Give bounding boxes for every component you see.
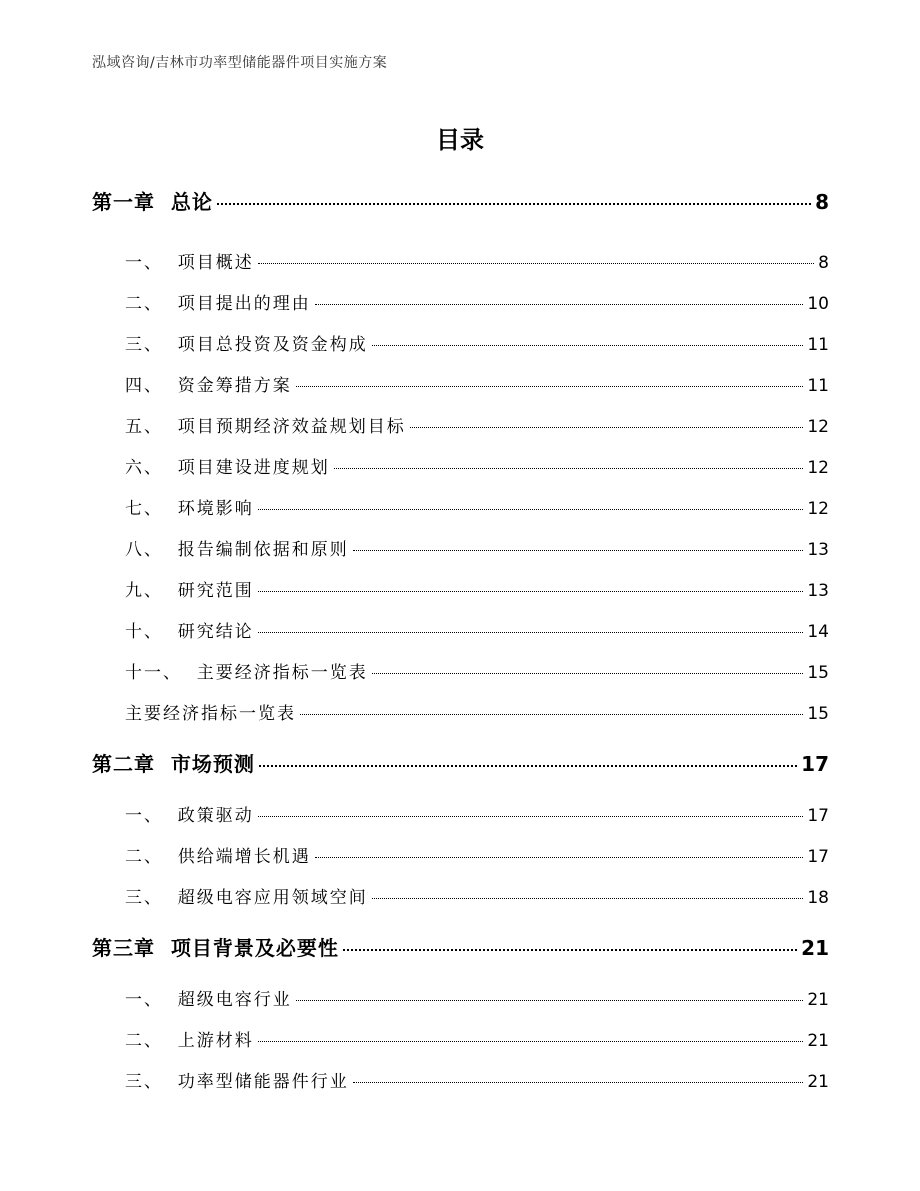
toc-dot-leader: [258, 632, 804, 633]
toc-dot-leader: [217, 203, 811, 205]
toc-section-entry[interactable]: [125, 1026, 829, 1051]
toc-chapter-entry[interactable]: [92, 186, 829, 215]
toc-section-entry[interactable]: [125, 842, 829, 867]
toc-entry-label: 三、 项目总投资及资金构成: [125, 335, 368, 355]
toc-entry-page-number: 12: [807, 499, 829, 519]
toc-entry-page-number: 12: [807, 458, 829, 478]
toc-entry-page-number: 21: [807, 1072, 829, 1092]
toc-entry-label: 第一章 总论: [92, 190, 213, 214]
toc-entry-page-number: 8: [818, 253, 829, 273]
toc-section-entry[interactable]: [125, 289, 829, 314]
toc-entry-label: 三、 功率型储能器件行业: [125, 1072, 349, 1092]
toc-entry-label: 三、 超级电容应用领域空间: [125, 888, 368, 908]
toc-entry-page-number: 11: [807, 335, 829, 355]
toc-entry-label: 二、 上游材料: [125, 1031, 254, 1051]
toc-dot-leader: [259, 765, 797, 767]
toc-dot-leader: [296, 386, 804, 387]
toc-entry-page-number: 14: [807, 622, 829, 642]
toc-dot-leader: [296, 1000, 804, 1001]
toc-dot-leader: [258, 1041, 804, 1042]
toc-section-entry[interactable]: [125, 1067, 829, 1092]
toc-section-entry[interactable]: [125, 330, 829, 355]
toc-entry-page-number: 21: [807, 990, 829, 1010]
toc-entry-page-number: 10: [807, 294, 829, 314]
toc-entry-label: 主要经济指标一览表: [125, 704, 296, 724]
toc-entry-label: 第二章 市场预测: [92, 752, 255, 776]
toc-entry-page-number: 17: [807, 847, 829, 867]
toc-entry-label: 九、 研究范围: [125, 581, 254, 601]
toc-entry-page-number: 15: [807, 663, 829, 683]
toc-dot-leader: [315, 304, 804, 305]
toc-entry-label: 一、 项目概述: [125, 253, 254, 273]
toc-entry-label: 四、 资金筹措方案: [125, 376, 292, 396]
toc-chapter-entry[interactable]: [92, 748, 829, 777]
toc-entry-label: 十、 研究结论: [125, 622, 254, 642]
toc-entry-page-number: 21: [807, 1031, 829, 1051]
toc-section-entry[interactable]: [125, 248, 829, 273]
toc-dot-leader: [372, 345, 804, 346]
toc-entry-page-number: 18: [807, 888, 829, 908]
toc-entry-page-number: 8: [815, 190, 829, 214]
toc-entry-page-number: 13: [807, 540, 829, 560]
toc-entry-label: 八、 报告编制依据和原则: [125, 540, 349, 560]
toc-dot-leader: [258, 509, 804, 510]
toc-chapter-entry[interactable]: [92, 932, 829, 961]
toc-entry-label: 一、 政策驱动: [125, 806, 254, 826]
toc-dot-leader: [300, 714, 803, 715]
toc-entry-label: 一、 超级电容行业: [125, 990, 292, 1010]
toc-section-entry[interactable]: [125, 535, 829, 560]
toc-entry-page-number: 21: [801, 936, 829, 960]
toc-dot-leader: [343, 949, 797, 951]
toc-section-entry[interactable]: [125, 699, 829, 724]
toc-dot-leader: [353, 550, 804, 551]
toc-section-entry[interactable]: [125, 371, 829, 396]
toc-section-entry[interactable]: [125, 658, 829, 683]
toc-entry-label: 二、 项目提出的理由: [125, 294, 311, 314]
toc-dot-leader: [258, 591, 804, 592]
toc-entry-page-number: 17: [807, 806, 829, 826]
toc-section-entry[interactable]: [125, 801, 829, 826]
toc-entry-page-number: 17: [801, 752, 829, 776]
toc-entry-label: 二、 供给端增长机遇: [125, 847, 311, 867]
toc-dot-leader: [334, 468, 804, 469]
toc-entry-page-number: 15: [807, 704, 829, 724]
toc-section-entry[interactable]: [125, 412, 829, 437]
toc-entry-label: 六、 项目建设进度规划: [125, 458, 330, 478]
toc-section-entry[interactable]: [125, 576, 829, 601]
toc-dot-leader: [315, 857, 804, 858]
toc-entry-label: 第三章 项目背景及必要性: [92, 936, 339, 960]
toc-section-entry[interactable]: [125, 985, 829, 1010]
toc-dot-leader: [372, 898, 804, 899]
toc-dot-leader: [410, 427, 804, 428]
toc-entry-label: 五、 项目预期经济效益规划目标: [125, 417, 406, 437]
toc-dot-leader: [353, 1082, 804, 1083]
toc-dot-leader: [258, 263, 814, 264]
toc-dot-leader: [372, 673, 804, 674]
page-header: 泓域咨询/吉林市功率型储能器件项目实施方案: [92, 55, 388, 71]
toc-section-entry[interactable]: [125, 883, 829, 908]
toc-section-entry[interactable]: [125, 494, 829, 519]
toc-entry-page-number: 12: [807, 417, 829, 437]
toc-entry-page-number: 13: [807, 581, 829, 601]
toc-section-entry[interactable]: [125, 453, 829, 478]
toc-entry-page-number: 11: [807, 376, 829, 396]
toc-dot-leader: [258, 816, 804, 817]
toc-section-entry[interactable]: [125, 617, 829, 642]
toc-entry-label: 十一、 主要经济指标一览表: [125, 663, 368, 683]
toc-title: 目录: [436, 126, 484, 154]
toc-entry-label: 七、 环境影响: [125, 499, 254, 519]
